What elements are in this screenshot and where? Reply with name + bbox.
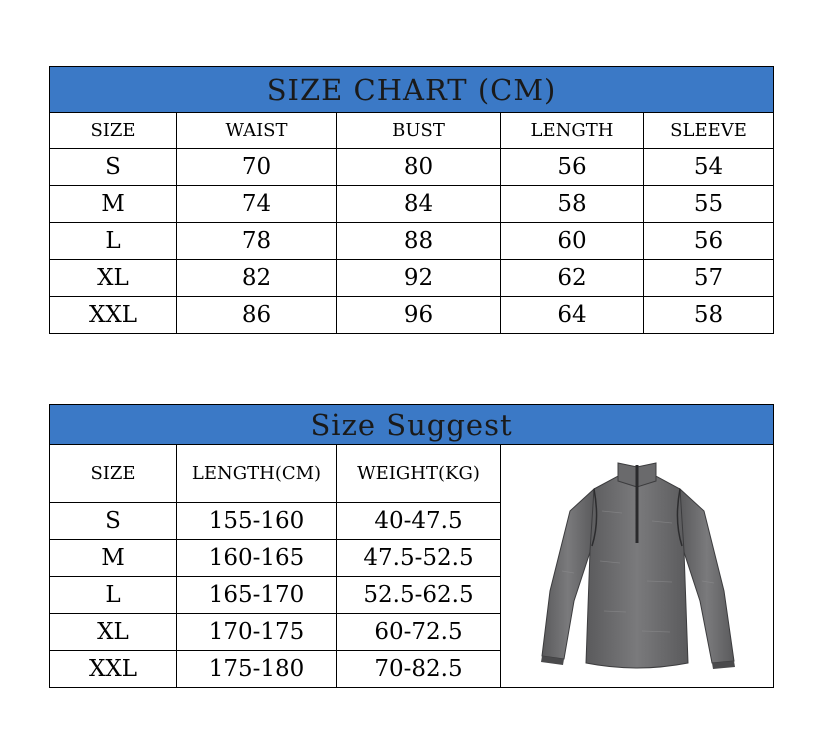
size-chart-table — [49, 66, 774, 334]
header-size: SIZE — [50, 113, 177, 149]
size-cell: XL — [50, 260, 177, 297]
weight-cell: 60-72.5 — [337, 614, 501, 651]
length-cell: 60 — [501, 223, 644, 260]
header-waist: WAIST — [177, 113, 337, 149]
bust-cell: 80 — [337, 149, 501, 186]
size-cell: XL — [50, 614, 177, 651]
table-row — [50, 186, 774, 223]
table-row — [50, 297, 774, 334]
size-cell: XXL — [50, 651, 177, 688]
waist-cell: 82 — [177, 260, 337, 297]
header-weight-kg: WEIGHT(KG) — [337, 445, 501, 503]
weight-cell: 70-82.5 — [337, 651, 501, 688]
waist-cell: 70 — [177, 149, 337, 186]
sleeve-cell: 56 — [644, 223, 774, 260]
size-cell: M — [50, 186, 177, 223]
waist-cell: 86 — [177, 297, 337, 334]
size-suggest-table — [49, 404, 774, 688]
sleeve-cell: 54 — [644, 149, 774, 186]
header-bust: BUST — [337, 113, 501, 149]
header-sleeve: SLEEVE — [644, 113, 774, 149]
bust-cell: 92 — [337, 260, 501, 297]
height-cell: 155-160 — [177, 503, 337, 540]
table-row — [50, 260, 774, 297]
waist-cell: 74 — [177, 186, 337, 223]
weight-cell: 47.5-52.5 — [337, 540, 501, 577]
size-chart-title: SIZE CHART (CM) — [50, 67, 774, 113]
header-size: SIZE — [50, 445, 177, 503]
long-sleeve-zip-shirt-icon — [522, 451, 752, 681]
height-cell: 165-170 — [177, 577, 337, 614]
weight-cell: 52.5-62.5 — [337, 577, 501, 614]
bust-cell: 84 — [337, 186, 501, 223]
table-row — [50, 149, 774, 186]
length-cell: 56 — [501, 149, 644, 186]
size-cell: L — [50, 577, 177, 614]
size-cell: XXL — [50, 297, 177, 334]
bust-cell: 88 — [337, 223, 501, 260]
sleeve-cell: 55 — [644, 186, 774, 223]
bust-cell: 96 — [337, 297, 501, 334]
size-cell: S — [50, 149, 177, 186]
size-suggest-title: Size Suggest — [50, 405, 774, 445]
product-image — [501, 445, 774, 688]
header-length: LENGTH — [501, 113, 644, 149]
table-row — [50, 223, 774, 260]
length-cell: 62 — [501, 260, 644, 297]
length-cell: 58 — [501, 186, 644, 223]
waist-cell: 78 — [177, 223, 337, 260]
weight-cell: 40-47.5 — [337, 503, 501, 540]
size-cell: S — [50, 503, 177, 540]
height-cell: 175-180 — [177, 651, 337, 688]
length-cell: 64 — [501, 297, 644, 334]
header-length-cm: LENGTH(CM) — [177, 445, 337, 503]
height-cell: 170-175 — [177, 614, 337, 651]
height-cell: 160-165 — [177, 540, 337, 577]
sleeve-cell: 58 — [644, 297, 774, 334]
size-cell: M — [50, 540, 177, 577]
sleeve-cell: 57 — [644, 260, 774, 297]
size-cell: L — [50, 223, 177, 260]
